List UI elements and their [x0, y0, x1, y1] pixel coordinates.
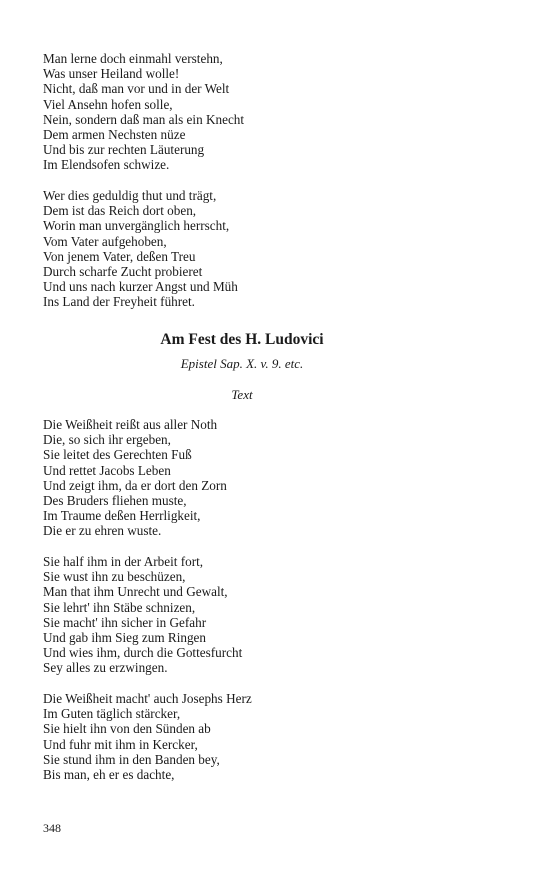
page-number: 348 [43, 821, 61, 835]
verse-line: Sie half ihm in der Arbeit fort, [43, 554, 204, 569]
verse-line: Was unser Heiland wolle! [43, 66, 180, 82]
verse-line: Sie wust ihn zu beschüzen, [43, 569, 186, 585]
verse-line: Die, so sich ihr ergeben, [43, 432, 171, 448]
verse-line: Im Guten täglich stärcker, [43, 706, 181, 722]
verse-line: Im Elendsofen schwize. [43, 157, 170, 173]
stanza-1 [43, 51, 244, 173]
verse-line: Worin man unvergänglich herrscht, [43, 218, 230, 234]
verse-line: Und zeigt ihm, da er dort den Zorn [43, 477, 227, 493]
verse-line: Sie macht' ihn sicher in Gefahr [43, 614, 207, 630]
stanza-2 [43, 188, 238, 310]
verse-line: Und fuhr mit ihm in Kercker, [43, 736, 198, 752]
verse-line: Im Traume deßen Herrligkeit, [43, 508, 201, 524]
verse-line: Sie lehrt' ihn Stäbe schnizen, [43, 599, 196, 615]
verse-line: Und bis zur rechten Läuterung [43, 142, 205, 158]
verse-line: Und uns nach kurzer Angst und Müh [43, 279, 238, 295]
verse-line: Sey alles zu erzwingen. [43, 660, 168, 676]
verse-line: Viel Ansehn hofen solle, [43, 96, 173, 112]
verse-line: Sie hielt ihn von den Sünden ab [43, 721, 211, 737]
verse-line: Von jenem Vater, deßen Treu [43, 248, 196, 264]
verse-line: Die er zu ehren wuste. [43, 523, 162, 539]
verse-line: Wer dies geduldig thut und trägt, [43, 188, 217, 203]
verse-line: Ins Land der Freyheit führet. [43, 294, 195, 310]
verse-line: Und gab ihm Sieg zum Ringen [43, 630, 206, 646]
verse-line: Und wies ihm, durch die Gottesfurcht [43, 645, 243, 661]
verse-line: Sie leitet des Gerechten Fuß [43, 447, 192, 463]
verse-line: Nein, sondern daß man als ein Knecht [43, 111, 245, 127]
verse-line: Und rettet Jacobs Leben [43, 462, 171, 478]
verse-line: Die Weißheit macht' auch Josephs Herz [43, 691, 252, 706]
verse-line: Nicht, daß man vor und in der Welt [43, 81, 230, 97]
verse-line: Die Weißheit reißt aus aller Noth [43, 417, 218, 432]
section-title: Am Fest des H. Ludovici [160, 331, 324, 348]
verse-line: Dem ist das Reich dort oben, [43, 203, 197, 219]
verse-line: Man that ihm Unrecht und Gewalt, [43, 584, 228, 600]
verse-line: Vom Vater aufgehoben, [43, 233, 167, 249]
text-label: Text [231, 387, 253, 402]
stanza-4 [43, 554, 242, 676]
verse-line: Sie stund ihm in den Banden bey, [43, 751, 220, 767]
verse-line: Bis man, eh er es dachte, [43, 767, 175, 783]
verse-line: Des Bruders fliehen muste, [43, 493, 187, 509]
verse-line: Dem armen Nechsten nüze [43, 127, 186, 143]
verse-line: Durch scharfe Zucht probieret [43, 264, 203, 280]
stanza-5 [43, 691, 252, 782]
stanza-3 [43, 417, 227, 539]
verse-line: Man lerne doch einmahl verstehn, [43, 51, 223, 66]
section-subtitle: Epistel Sap. X. v. 9. etc. [180, 356, 304, 371]
